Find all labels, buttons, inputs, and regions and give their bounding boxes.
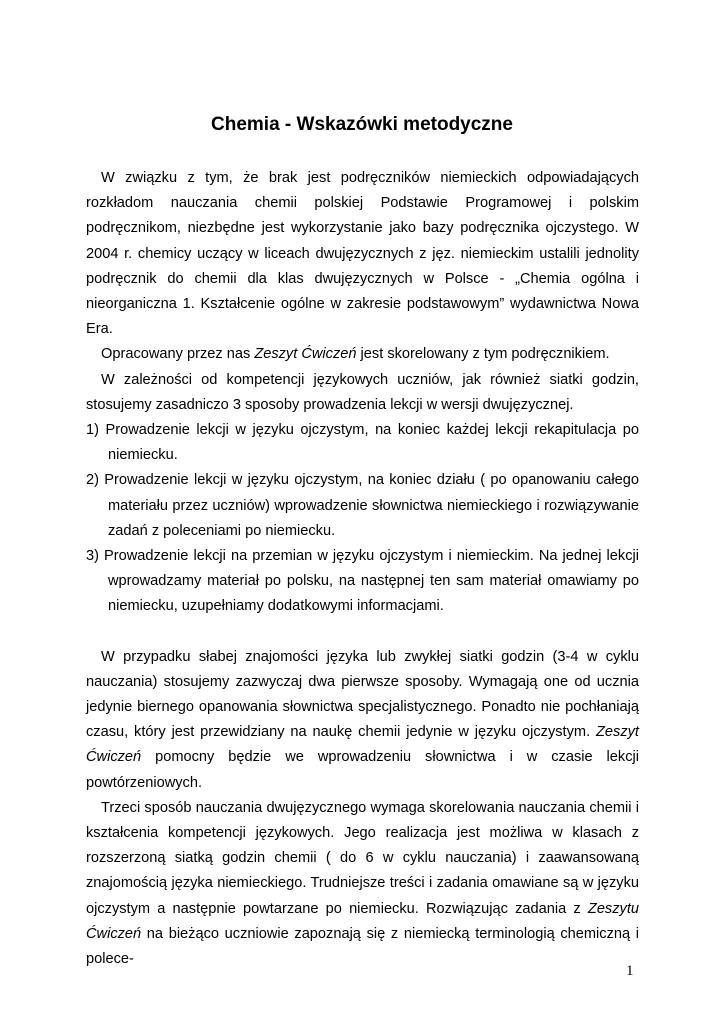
text-run: jest skorelowany z tym podręcznikiem. bbox=[356, 346, 610, 363]
list-item: 2) Prowadzenie lekcji w języku ojczystym, na koniec działu ( po opanowaniu całego materiału przez uczniów) wprowadzenie słownictwa niemieckiego i rozwiązywanie zadań z poleceniami po niemiecku. bbox=[86, 472, 639, 539]
workbook-title: Zeszyt Ćwiczeń bbox=[254, 346, 357, 363]
paragraph-intro: W związku z tym, że brak jest podręczników niemieckich odpowiadających rozkładom nauczania chemii polskiej Podstawie Programowej i polskim podręcznikom, niezbędne jest wykorzystanie jako bazy podręcznika ojczystego. W 2004 r. chemicy uczący w liceach dwujęzycznych z jęz. niemieckim ustalili jednolity podręcznik do chemii dla klas dwujęzycznych w Polsce - „Chemia ogólna i nieorganiczna 1. Kształcenie ogólne w zakresie podstawowym” wydawnictwa Nowa Era. bbox=[86, 170, 639, 338]
page-title: Chemia - Wskazówki metodyczne bbox=[211, 114, 513, 135]
paragraph-workbook bbox=[86, 342, 639, 367]
workbook-title: Zeszyt Ćwiczeń bbox=[86, 724, 639, 766]
paragraph-third-method bbox=[86, 796, 639, 972]
list-item: 3) Prowadzenie lekcji na przemian w języku ojczystym i niemieckim. Na jednej lekcji wprowadzamy materiał po polsku, na następnej ten sam materiał omawiamy po niemiecku, uzupełniamy dodatkowymi informacjami. bbox=[86, 548, 639, 615]
paragraph-methods: W zależności od kompetencji językowych uczniów, jak również siatki godzin, stosujemy zasadniczo 3 sposoby prowadzenia lekcji w wersji dwujęzycznej. bbox=[86, 371, 639, 413]
paragraph-weak-language bbox=[86, 645, 639, 796]
paragraph-gap bbox=[86, 620, 639, 645]
text-run: Opracowany przez nas bbox=[101, 346, 255, 363]
document-body bbox=[86, 166, 639, 972]
page-number: 1 bbox=[626, 963, 634, 979]
text-run: Trzeci sposób nauczania dwujęzycznego wymaga skorelowania nauczania chemii i kształcenia kompetencji językowych. Jego realizacja jest możliwa w klasach z rozszerzoną siatką godzin chemii ( do 6 w cyklu nauczania) i zaawansowaną znajomością języka niemieckiego. Trudniejsze treści i zadania omawiane są w języku ojczystym a następnie powtarzane po niemiecku. Rozwiązując zadania z bbox=[86, 799, 639, 917]
list-item: 1) Prowadzenie lekcji w języku ojczystym, na koniec każdej lekcji rekapitulacja po niemiecku. bbox=[86, 422, 639, 464]
workbook-title: Zeszytu Ćwiczeń bbox=[86, 900, 639, 942]
text-run: pomocny będzie we wprowadzeniu słownictwa i w czasie lekcji powtórzeniowych. bbox=[86, 749, 639, 791]
text-run: W przypadku słabej znajomości języka lub zwykłej siatki godzin (3-4 w cyklu nauczania) stosujemy zazwyczaj dwa pierwsze sposoby. Wymagają one od ucznia jedynie biernego opanowania słownictwa specjalistycznego. Ponadto nie pochłaniają czasu, który jest przewidziany na naukę chemii jedynie w języku ojczystym. bbox=[86, 648, 639, 741]
text-run: na bieżąco uczniowie zapoznają się z niemiecką terminologią chemiczną i polece- bbox=[86, 925, 639, 968]
